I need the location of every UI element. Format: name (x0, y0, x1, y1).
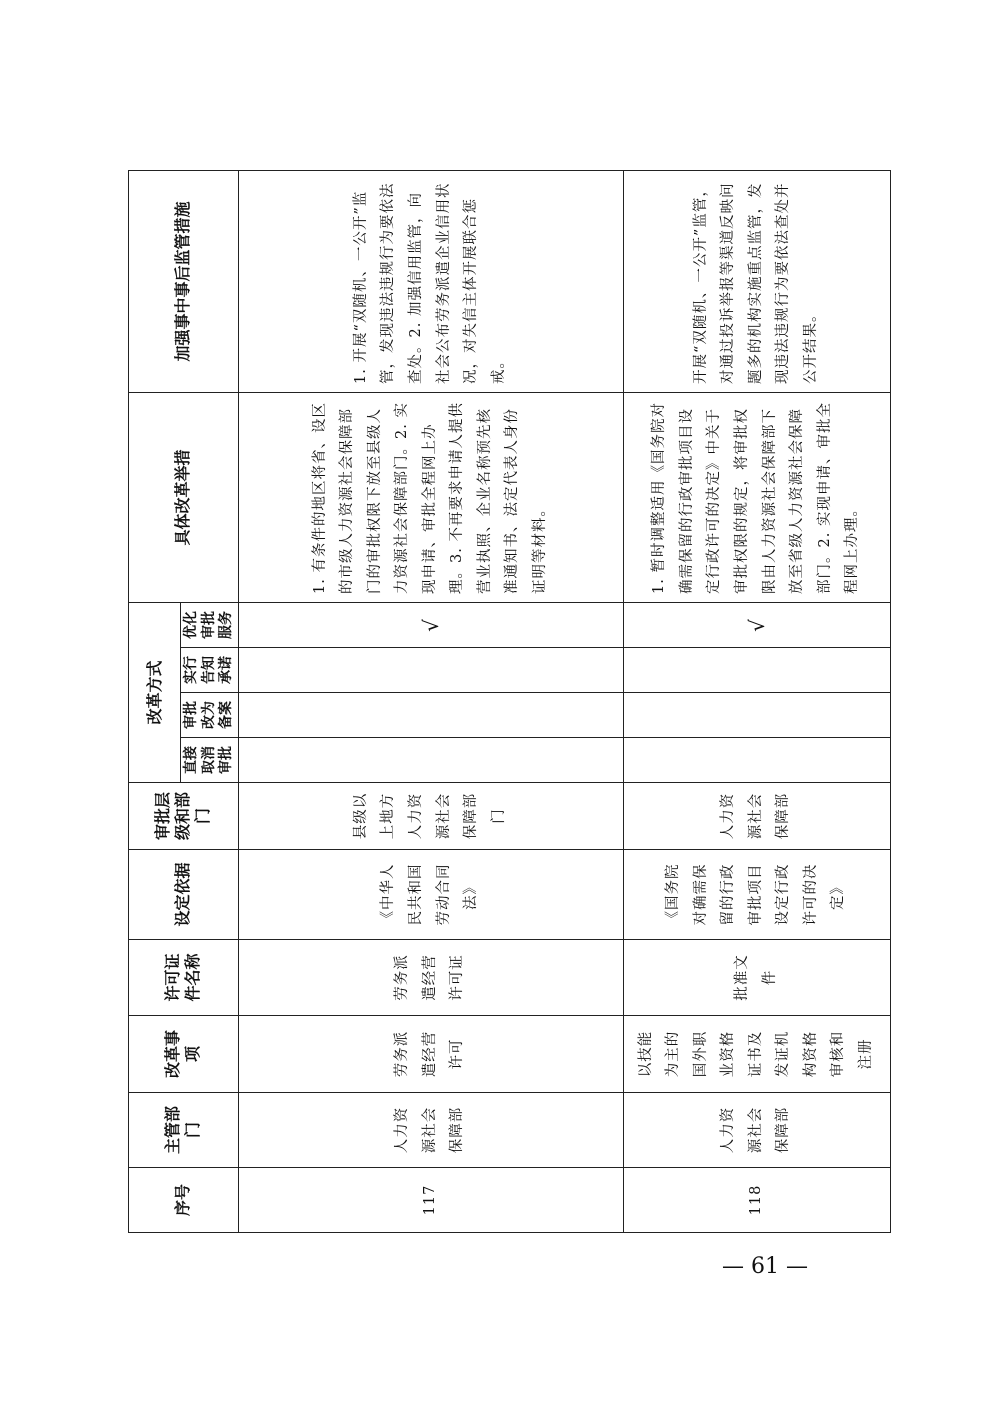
row-supervision: 1. 开展“双随机、一公开”监管，发现违法违规行为要依法查处。2. 加强信用监管，向社会公布劳务派遣企业信用状况，对失信主体开展联合惩戒。 (238, 170, 623, 392)
header-row-1 (129, 170, 181, 1232)
row-seq: 118 (623, 1168, 890, 1233)
header-supervision: 加强事中事后监管措施 (129, 170, 239, 392)
row-license: 劳务派遣经营许可证 (238, 940, 623, 1016)
row-supervision: 开展“双随机、一公开”监管，对通过投诉举报等渠道反映问题多的机构实施重点监管，发现违法违规行为要依法查处并公开结果。 (623, 170, 890, 392)
row-mode-notice (238, 648, 623, 693)
header-license: 许可证件名称 (129, 940, 239, 1016)
rotated-table-wrapper (128, 171, 874, 1233)
row-mode-filing (238, 693, 623, 738)
row-level: 县级以上地方人力资源社会保障部门 (238, 783, 623, 850)
header-item: 改革事项 (129, 1016, 239, 1093)
row-mode-cancel (623, 738, 890, 783)
row-measures: 1. 暂时调整适用《国务院对确需保留的行政审批项目设定行政许可的决定》中关于审批权限的规定，将审批权限由人力资源社会保障部下放至省级人力资源社会保障部门。2. 实现申请、审批全程网上办理。 (623, 392, 890, 602)
row-basis: 《国务院对确需保留的行政审批项目设定行政许可的决定》 (623, 850, 890, 940)
row-dept: 人力资源社会保障部 (238, 1093, 623, 1168)
row-mode-filing (623, 693, 890, 738)
row-measures: 1. 有条件的地区将省、设区的市级人力资源社会保障部门的审批权限下放至县级人力资源社会保障部门。2. 实现申请、审批全程网上办理。3. 不再要求申请人提供营业执照、企业名称预先核准通知书、法定代表人身份证明等材料。 (238, 392, 623, 602)
row-seq: 117 (238, 1168, 623, 1233)
row-basis: 《中华人民共和国劳动合同法》 (238, 850, 623, 940)
row-dept: 人力资源社会保障部 (623, 1093, 890, 1168)
header-mode-filing: 审批改为备案 (181, 693, 239, 738)
row-mode-notice (623, 648, 890, 693)
header-mode-optimize: 优化审批服务 (181, 602, 239, 647)
row-item: 劳务派遣经营许可 (238, 1016, 623, 1093)
row-item: 以技能为主的国外职业资格证书及发证机构资格审核和注册 (623, 1016, 890, 1093)
header-mode-cancel: 直接取消审批 (181, 738, 239, 783)
header-level: 审批层级和部门 (129, 783, 239, 850)
header-measures: 具体改革举措 (129, 392, 239, 602)
header-dept: 主管部门 (129, 1093, 239, 1168)
header-seq: 序号 (129, 1168, 239, 1233)
table-row (623, 170, 890, 1232)
reform-table (128, 170, 891, 1233)
page-number: — 61 — (722, 1254, 808, 1279)
header-reform-mode: 改革方式 (129, 602, 181, 782)
row-license: 批准文件 (623, 940, 890, 1016)
header-mode-notice: 实行告知承诺 (181, 648, 239, 693)
header-basis: 设定依据 (129, 850, 239, 940)
row-mode-optimize: √ (623, 602, 890, 647)
row-mode-cancel (238, 738, 623, 783)
table-row (238, 170, 623, 1232)
row-mode-optimize: √ (238, 602, 623, 647)
row-level: 人力资源社会保障部 (623, 783, 890, 850)
